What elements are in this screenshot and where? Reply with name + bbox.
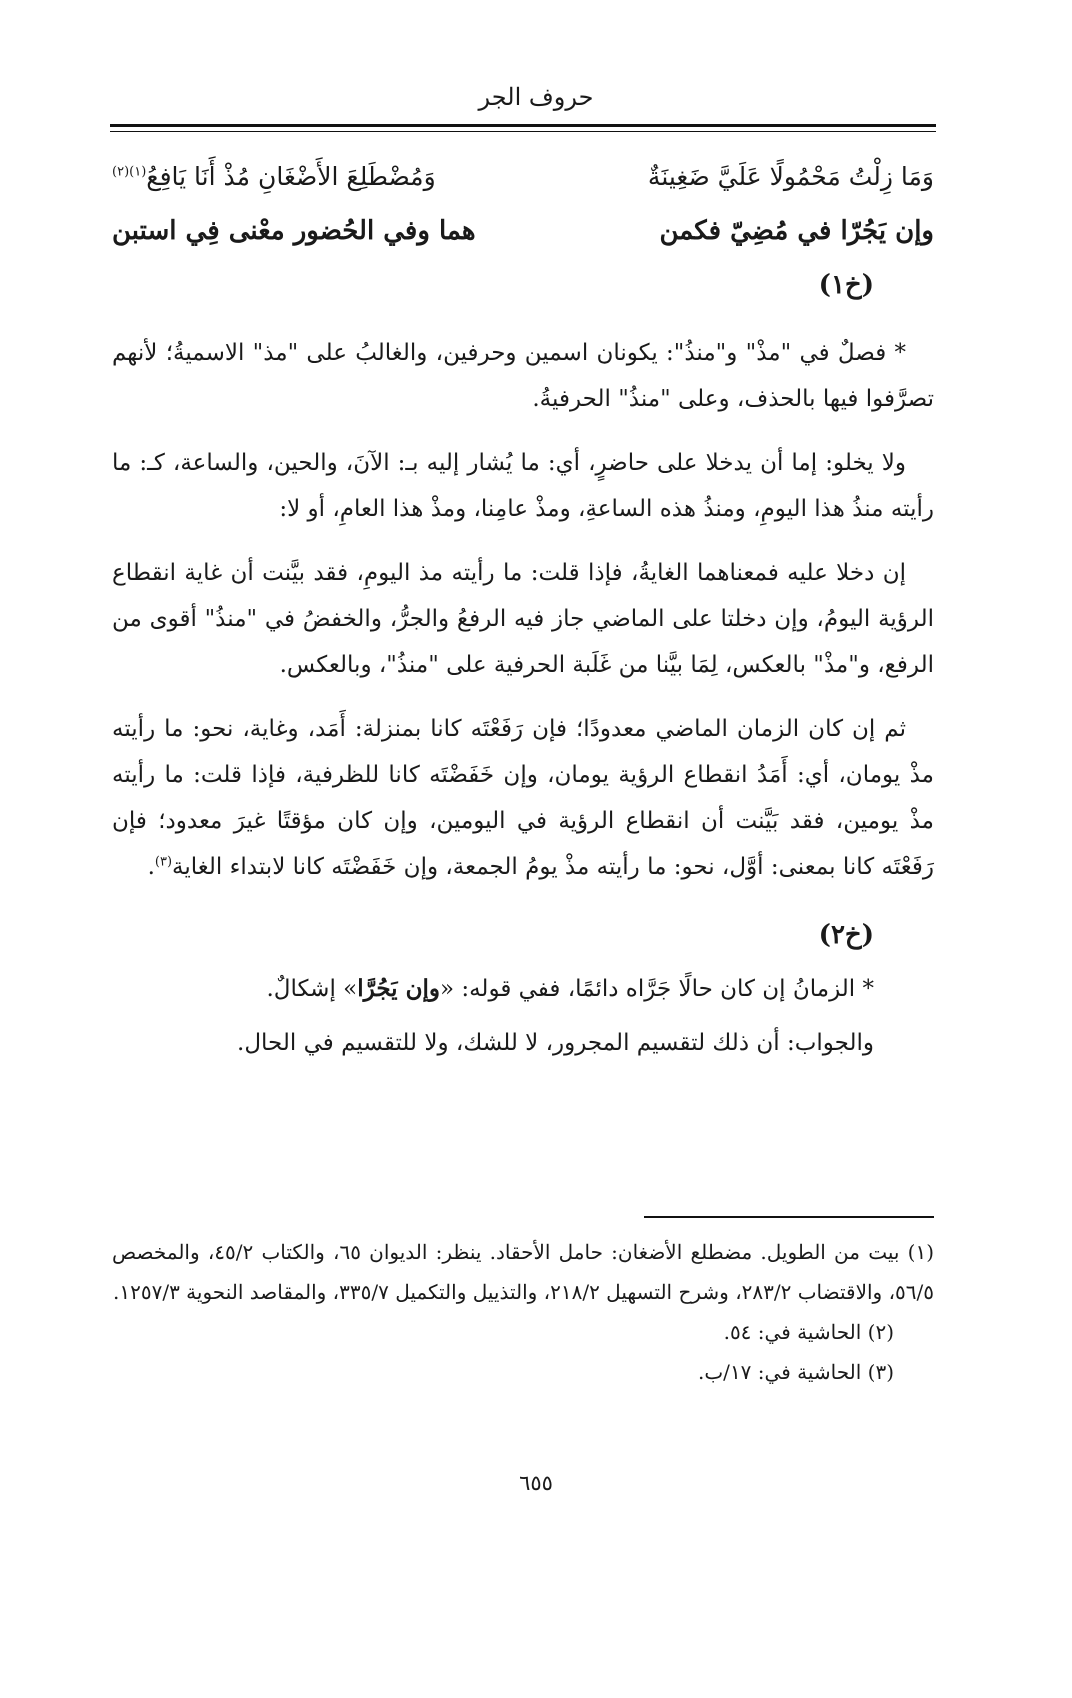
verse-2-second-hemistich: هما وفي الحُضور معْنى فِي استبن [112, 216, 476, 246]
spacer [112, 688, 934, 706]
header-rule-thin [110, 131, 936, 132]
paragraph-5 [112, 962, 934, 1016]
paragraph-3: إن دخلا عليه فمعناهما الغايةُ، فإذا قلت: ما رأيته مذ اليومِ، فقد بيَّنت أن غاية انقطاع الرؤية اليومُ، وإن دخلتا على الماضي جاز فيه الرفعُ والجرُّ، والخفضُ في "منذُ" أقوى من الرفع، و"مذْ" بالعكس، لِمَا بيَّنا من غَلَبة الحرفية على "منذُ"، وبالعكس. [112, 560, 934, 678]
paragraph-4 [112, 706, 934, 890]
verse-1-second-text: وَمُضْطَلِعَ الأَضْغَانِ مُذْ أَنَا يَافِعُ [146, 162, 436, 191]
running-title: حروف الجر [478, 83, 594, 111]
verse-1-second-hemistich [112, 150, 436, 204]
footnote-3: (٣) الحاشية في: ١٧/ب. [698, 1360, 894, 1384]
paragraph-6: والجواب: أن ذلك لتقسيم المجرور، لا للشك، ولا للتقسيم في الحال. [237, 1030, 874, 1056]
paragraph-1: * فصلٌ في "مذْ" و"منذُ": يكونان اسمين وحرفين، والغالبُ على "مذ" الاسميةُ؛ لأنهم تصرَّفوا فيها بالحذف، وعلى "منذُ" الحرفيةُ. [112, 340, 934, 412]
footnote-ref-1-2[interactable]: (١)(٢) [112, 164, 147, 180]
paragraph-5-start: * الزمانُ إن كان حالًا جَرَّاه دائمًا، ففي قوله: « [439, 976, 874, 1002]
spacer [112, 890, 934, 908]
spacer [112, 532, 934, 550]
paragraph-2: ولا يخلو: إما أن يدخلا على حاضرٍ، أي: ما يُشار إليه بـ: الآنَ، والحين، والساعة، كـ: ما رأيته منذُ هذا اليومِ، ومنذُ هذه الساعةِ، ومذْ عامِنا، ومذْ هذا العامِ، أو لا: [112, 450, 934, 522]
spacer [112, 422, 934, 440]
verse-1-first-hemistich: وَمَا زِلْتُ مَحْمُولًا عَلَيَّ ضَغِينَةٌ [647, 162, 934, 191]
section-marker-1: (خ١) [818, 270, 874, 300]
verse-line-2 [112, 204, 934, 258]
paragraph-4-text: ثم إن كان الزمان الماضي معدودًا؛ فإن رَفَعْتَه كانا بمنزلة: أَمَد، وغاية، نحو: ما رأيته مذْ يومان، أي: أَمَدُ انقطاع الرؤية يومان، وإن خَفَضْتَه كانا للظرفية، فإذا قلت: ما رأيته مذْ يومين، فقد بَيَّنت أن انقطاع الرؤية في اليومين، وإن كان مؤقتًا غيرَ معدود؛ فإن رَفَعْتَه كانا بمعنى: أوَّل، نحو: ما رأيته مذْ يومُ الجمعة، وإن خَفَضْتَه كانا لابتداء الغاية [112, 716, 934, 880]
header-rule-thick [110, 124, 936, 127]
paragraph-5-end: » إشكالٌ. [266, 976, 358, 1002]
verse-line-1 [112, 150, 934, 204]
footnote-ref-3[interactable]: (٣) [154, 854, 173, 870]
spacer [112, 312, 934, 330]
footnotes [112, 1232, 934, 1392]
paragraph-4-end: . [147, 854, 155, 880]
footnote-1: (١) بيت من الطويل. مضطلع الأضغان: حامل الأحقاد. ينظر: الديوان ٦٥، والكتاب ٤٥/٢، والمخصص ٥٦/٥، والاقتضاب ٢٨٣/٢، وشرح التسهيل ٢١٨/٢، والتذييل والتكميل ٣٣٥/٧، والمقاصد النحوية ١٢٥٧/٣. [112, 1240, 935, 1304]
quoted-phrase: وإن يَجُرَّا [357, 975, 440, 1002]
footnote-2: (٢) الحاشية في: ٥٤. [723, 1320, 894, 1344]
main-text [112, 150, 934, 1070]
footnote-separator [644, 1216, 934, 1218]
verse-2-first-hemistich: وإن يَجُرّا في مُضِيّ فكمن [659, 216, 934, 246]
page-number: ٦٥٥ [519, 1471, 553, 1495]
section-marker-2: (خ٢) [818, 920, 874, 950]
